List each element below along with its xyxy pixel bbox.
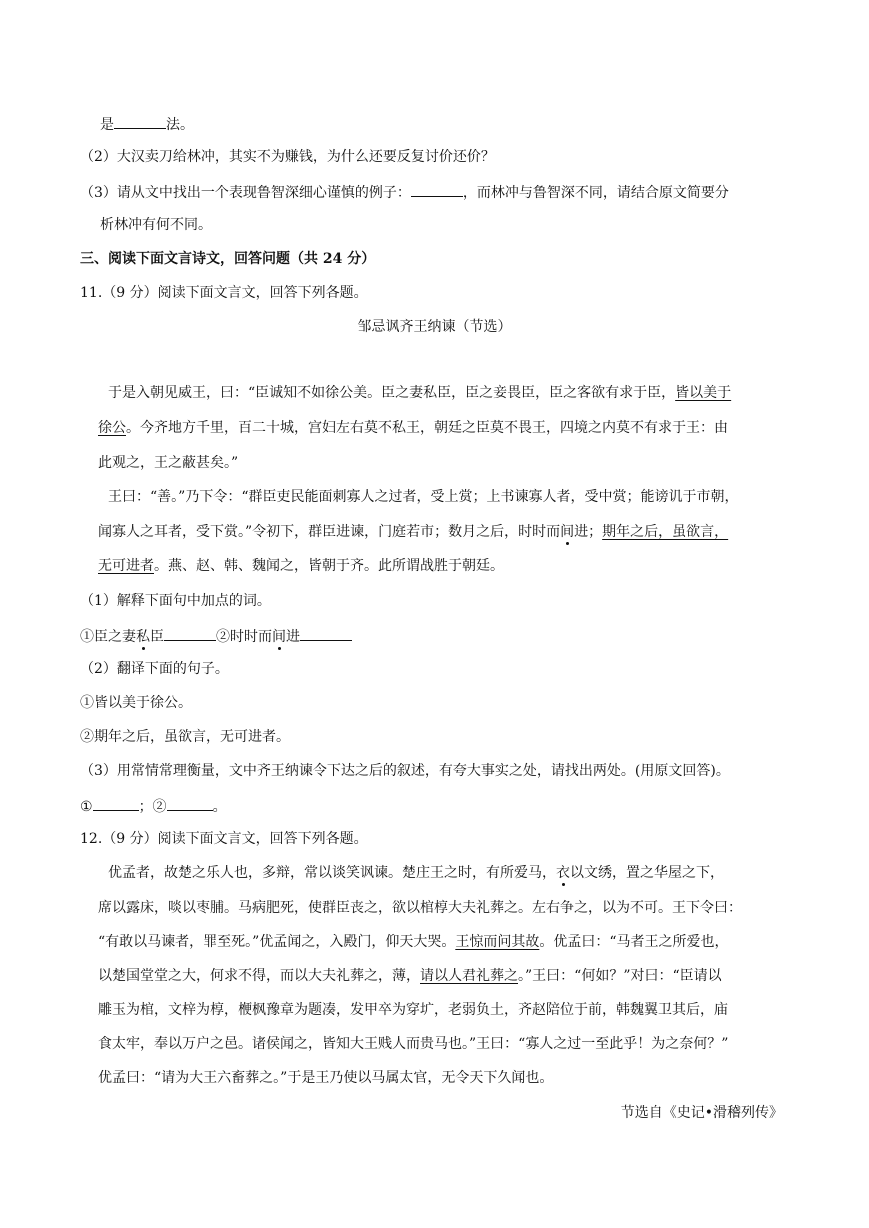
text: 臣 <box>150 629 164 645</box>
passage-line: 王曰：“善。”乃下令：“群臣吏民能面刺寡人之过者，受上赏；上书谏寡人者，受中赏；能谤讥于市朝， <box>108 489 739 505</box>
text: 以楚国堂堂之大，何求不得，而以大夫礼葬之，薄， <box>98 968 420 984</box>
section-3-heading: 三、阅读下面文言诗文，回答问题（共 24 分） <box>80 251 376 267</box>
sub-question-3-answers <box>80 795 227 817</box>
dotted-char: 间 <box>272 629 286 645</box>
sub-question-2: （2）翻译下面的句子。 <box>80 661 229 677</box>
underlined-text: 无可进者 <box>98 558 154 574</box>
underlined-text: 王惊而问其故 <box>455 934 540 950</box>
passage-source: 节选自《史记•滑稽列传》 <box>620 1105 783 1121</box>
question-10-2: （2）大汉卖刀给林冲，其实不为赚钱，为什么还要反复讨价还价？ <box>80 149 495 165</box>
text: 。今齐地方千里，百二十城，宫妇左右莫不私王，朝廷之臣莫不畏王，四境之内莫不有求于王：由 <box>126 420 728 436</box>
text: 是 <box>100 117 114 133</box>
text: 。 <box>212 799 227 815</box>
text: 优孟者，故楚之乐人也，多辩，常以谈笑讽谏。楚庄王之时，有所爱马， <box>108 865 556 881</box>
answer-blank[interactable] <box>411 181 463 197</box>
underlined-text: 皆以美于 <box>675 385 732 401</box>
question-10-3-cont: 析林冲有何不同。 <box>100 217 212 233</box>
text: 。”王曰：“何如？”对曰：“臣请以 <box>518 968 722 984</box>
text: 。燕、赵、韩、魏闻之，皆朝于齐。此所谓战胜于朝廷。 <box>154 558 504 574</box>
passage-line <box>98 932 729 952</box>
answer-blank[interactable] <box>167 795 213 811</box>
text: 。优孟曰：“马者王之所爱也， <box>539 934 729 950</box>
underlined-text: 请以人君礼葬之 <box>420 968 518 984</box>
answer-blank[interactable] <box>164 625 216 641</box>
passage-line <box>98 418 728 438</box>
passage-line <box>98 966 722 986</box>
sub-question-1: （1）解释下面句中加点的词。 <box>80 593 271 609</box>
text: 进； <box>574 524 603 540</box>
answer-blank[interactable] <box>93 795 139 811</box>
passage-line: 雕玉为棺，文梓为椁，楩枫豫章为题凑，发甲卒为穿圹，老弱负土，齐赵陪位于前，韩魏翼卫其后，庙 <box>98 1002 728 1018</box>
text: ①臣之妻 <box>80 629 136 645</box>
dotted-char: 衣 <box>556 865 570 881</box>
text: 于是入朝见威王，曰：“臣诚知不如徐公美。臣之妻私臣，臣之妾畏臣，臣之客欲有求于臣， <box>108 385 676 401</box>
passage-title: 邹忌讽齐王纳谏（节选） <box>357 319 512 335</box>
dotted-char: 间 <box>560 524 575 540</box>
text: 法。 <box>166 117 194 133</box>
text: ，而林冲与鲁智深不同，请结合原文简要分 <box>462 185 729 201</box>
dotted-char: 私 <box>136 629 150 645</box>
passage-line: 席以露床，啖以枣脯。马病肥死，使群臣丧之，欲以棺椁大夫礼葬之。左右争之，以为不可。王下令曰： <box>98 900 742 916</box>
passage-line: 此观之，王之蔽甚矣。” <box>98 455 239 471</box>
text: 以文绣，置之华屋之下， <box>570 865 724 881</box>
text: 进 <box>286 629 300 645</box>
question-11-heading: 11.（9 分）阅读下面文言文，回答下列各题。 <box>80 285 368 301</box>
sub-question-3: （3）用常情常理衡量，文中齐王纳谏令下达之后的叙述，有夸大事实之处，请找出两处。(用原文回答)。 <box>80 763 730 779</box>
translate-item-2: ②期年之后，虽欲言，无可进者。 <box>80 729 290 745</box>
passage-line: 食太牢，奉以万户之邑。诸侯闻之，皆知大王贱人而贵马也。”王曰：“寡人之过一至此乎！为之奈何？” <box>98 1036 729 1052</box>
text: （3）请从文中找出一个表现鲁智深细心谨慎的例子： <box>80 185 411 201</box>
text: ① <box>80 799 93 815</box>
passage-line: 优孟曰：“请为大王六畜葬之。”于是王乃使以马属太官，无令天下久闻也。 <box>98 1070 554 1086</box>
text: ②时时而 <box>216 629 272 645</box>
sub-question-1-items <box>80 625 352 647</box>
underlined-text: 徐公 <box>98 420 126 436</box>
passage-line <box>98 556 504 576</box>
question-10-3 <box>80 181 729 203</box>
passage-line <box>108 383 731 403</box>
underlined-text: 期年之后，虽欲言， <box>602 524 729 540</box>
translate-item-1: ①皆以美于徐公。 <box>80 695 192 711</box>
answer-blank[interactable] <box>114 113 166 129</box>
question-12-heading: 12.（9 分）阅读下面文言文，回答下列各题。 <box>80 831 368 847</box>
text: ；② <box>138 799 167 815</box>
passage-line <box>108 863 724 883</box>
passage-line <box>98 522 728 542</box>
answer-blank[interactable] <box>300 625 352 641</box>
answer-line-method <box>100 113 194 135</box>
text: “有敢以马谏者，罪至死。”优孟闻之，入殿门，仰天大哭。 <box>98 934 456 950</box>
text: 闻寡人之耳者，受下赏。”令初下，群臣进谏，门庭若市；数月之后，时时而 <box>98 524 561 540</box>
